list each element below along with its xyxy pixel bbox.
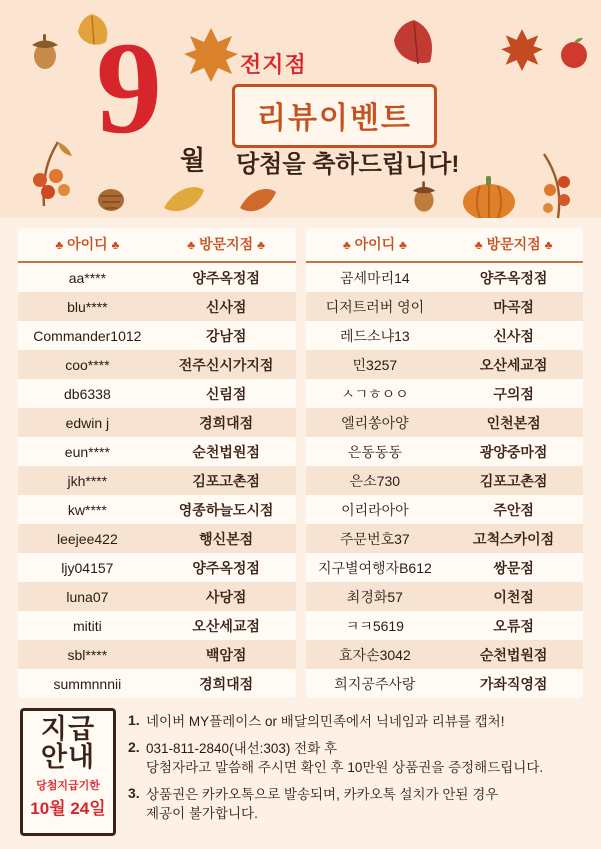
cell-shop: 양주옥정점 <box>479 269 548 286</box>
cell-id: 엘리쏭아양 <box>341 414 409 431</box>
cell-id: luna07 <box>66 588 109 605</box>
cell-shop: 인천본점 <box>486 414 541 431</box>
table-row <box>306 292 584 321</box>
table-row <box>306 553 584 582</box>
cell-shop: 김포고촌점 <box>192 472 260 489</box>
step-number: 2. <box>128 738 140 755</box>
table-row <box>18 553 296 582</box>
cell-id: edwin j <box>65 414 110 431</box>
column-header-shop: ♣ 방문지점 ♣ <box>187 236 265 252</box>
cell-id: 이리라아아 <box>341 501 409 518</box>
table-row <box>18 611 296 640</box>
cell-shop: 순천법원점 <box>479 646 548 663</box>
table-row <box>306 611 584 640</box>
table-header-row <box>18 228 296 263</box>
cell-shop: 백암점 <box>205 646 247 663</box>
cell-id: 희지공주사랑 <box>334 675 416 692</box>
cell-id: 레드소냐13 <box>340 327 410 344</box>
table-row <box>18 466 296 495</box>
cell-id: db6338 <box>64 385 111 402</box>
cell-id: eun**** <box>64 443 110 460</box>
cell-id: 최경화57 <box>346 588 403 605</box>
table-row <box>306 379 584 408</box>
winners-table-left <box>18 228 296 698</box>
guide-deadline-label: 당첨지급기한 <box>36 779 100 792</box>
table-row <box>18 292 296 321</box>
clover-icon: ♣ <box>257 238 265 252</box>
cell-shop: 순천법원점 <box>192 443 260 460</box>
clover-icon: ♣ <box>111 238 120 252</box>
cell-id: 지구별여행자B612 <box>317 559 432 576</box>
clover-icon: ♣ <box>399 238 407 252</box>
all-branches-label: 전지점 <box>240 52 307 77</box>
table-row <box>306 350 584 379</box>
cell-shop: 오산세교점 <box>192 617 260 634</box>
table-row <box>18 640 296 669</box>
payout-guide-box <box>20 708 116 836</box>
cell-shop: 경희대점 <box>199 414 254 431</box>
guide-deadline-date: 10월 24일 <box>30 798 106 818</box>
cell-id: aa**** <box>68 269 107 286</box>
cell-id: 민3257 <box>352 356 398 373</box>
table-row <box>18 437 296 466</box>
cell-id: ljy04157 <box>61 559 114 576</box>
cell-shop: 고척스카이점 <box>473 530 555 547</box>
table-header-row <box>306 228 584 263</box>
table-row <box>18 524 296 553</box>
table-row <box>18 669 296 698</box>
table-row <box>306 524 584 553</box>
cell-shop: 광양중마점 <box>479 443 548 460</box>
table-row <box>306 495 584 524</box>
congrats-text: 당첨을 축하드립니다! <box>236 151 460 178</box>
guide-line1: 지급 <box>40 714 96 744</box>
table-row <box>306 321 584 350</box>
cell-id: ㅋㅋ5619 <box>345 617 404 634</box>
hero-text-group <box>0 0 601 218</box>
clover-icon: ♣ <box>55 238 64 252</box>
poster-header <box>0 0 601 218</box>
list-item <box>128 712 588 732</box>
winners-tables <box>18 228 583 698</box>
cell-shop: 사당점 <box>205 588 247 605</box>
table-row <box>18 408 296 437</box>
event-title: 리뷰이벤트 <box>257 102 412 135</box>
cell-id: 디저트러버 영이 <box>325 298 425 315</box>
cell-shop: 쌍문점 <box>493 559 534 576</box>
table-row <box>306 408 584 437</box>
step-text: 031-811-2840(내선:303) 전화 후 당첨자라고 말씀해 주시면 확인 후 10만원 상품권을 증정해드립니다. <box>146 740 544 776</box>
step-number: 3. <box>128 784 140 801</box>
cell-id: 주문번호37 <box>340 530 410 547</box>
cell-id: blu**** <box>67 298 108 315</box>
table-row <box>18 321 296 350</box>
cell-shop: 주안점 <box>493 501 534 518</box>
column-header-shop: ♣ 방문지점 ♣ <box>474 236 553 252</box>
column-header-id: ♣ 아이디 ♣ <box>55 236 120 252</box>
table-row <box>18 263 296 292</box>
table-row <box>18 379 296 408</box>
cell-id: Commander1012 <box>33 327 142 344</box>
cell-id: summnnnii <box>53 675 122 692</box>
cell-shop: 행신본점 <box>199 530 254 547</box>
list-item <box>128 785 588 824</box>
cell-shop: 마곡점 <box>493 298 534 315</box>
step-text: 상품권은 카카오톡으로 발송되며, 카카오톡 설치가 안된 경우 제공이 불가합니다. <box>146 786 499 822</box>
month-suffix: 월 <box>180 145 206 175</box>
cell-id: mititi <box>72 617 102 634</box>
clover-icon: ♣ <box>342 238 351 252</box>
cell-shop: 전주신시가지점 <box>178 356 274 373</box>
cell-id: 은소730 <box>349 472 401 489</box>
clover-icon: ♣ <box>474 238 483 252</box>
steps-list <box>128 712 588 831</box>
cell-shop: 양주옥정점 <box>192 559 260 576</box>
table-row <box>306 263 584 292</box>
cell-shop: 오류점 <box>493 617 534 634</box>
table-row <box>306 437 584 466</box>
cell-shop: 경희대점 <box>199 675 254 692</box>
table-row <box>306 669 584 698</box>
list-item <box>128 739 588 778</box>
cell-id: 곰세마리14 <box>340 269 410 286</box>
table-row <box>306 582 584 611</box>
step-number: 1. <box>128 712 140 728</box>
cell-shop: 오산세교점 <box>479 356 548 373</box>
step-text: 네이버 MY플레이스 or 배달의민족에서 닉네임과 리뷰를 캡처! <box>146 714 505 729</box>
poster-footer <box>0 700 601 849</box>
cell-shop: 신사점 <box>205 298 247 315</box>
table-row <box>18 495 296 524</box>
clover-icon: ♣ <box>187 238 196 252</box>
cell-shop: 구의점 <box>493 385 534 402</box>
table-row <box>18 582 296 611</box>
cell-shop: 신사점 <box>493 327 534 344</box>
cell-shop: 양주옥정점 <box>192 269 260 286</box>
cell-id: sbl**** <box>67 646 108 663</box>
cell-id: ㅅㄱㅎㅇㅇ <box>341 385 409 402</box>
winners-table-right <box>306 228 584 698</box>
table-row <box>18 350 296 379</box>
column-header-id: ♣ 아이디 ♣ <box>342 236 407 252</box>
cell-shop: 신림점 <box>205 385 247 402</box>
cell-id: leejee422 <box>57 530 118 547</box>
cell-shop: 김포고촌점 <box>479 472 548 489</box>
cell-id: kw**** <box>67 501 107 518</box>
cell-shop: 가좌직영점 <box>479 675 548 692</box>
cell-shop: 영종하늘도시점 <box>178 501 274 518</box>
guide-line2: 안내 <box>40 742 96 773</box>
cell-shop: 이천점 <box>493 588 534 605</box>
event-title-box <box>232 84 437 148</box>
cell-id: 효자손3042 <box>339 646 411 663</box>
cell-id: jkh**** <box>67 472 108 489</box>
cell-id: coo**** <box>65 356 110 373</box>
cell-shop: 강남점 <box>205 327 247 344</box>
clover-icon: ♣ <box>544 238 553 252</box>
cell-id: 은동동동 <box>347 443 402 460</box>
table-row <box>306 640 584 669</box>
table-row <box>306 466 584 495</box>
month-number: 9 <box>96 14 162 161</box>
